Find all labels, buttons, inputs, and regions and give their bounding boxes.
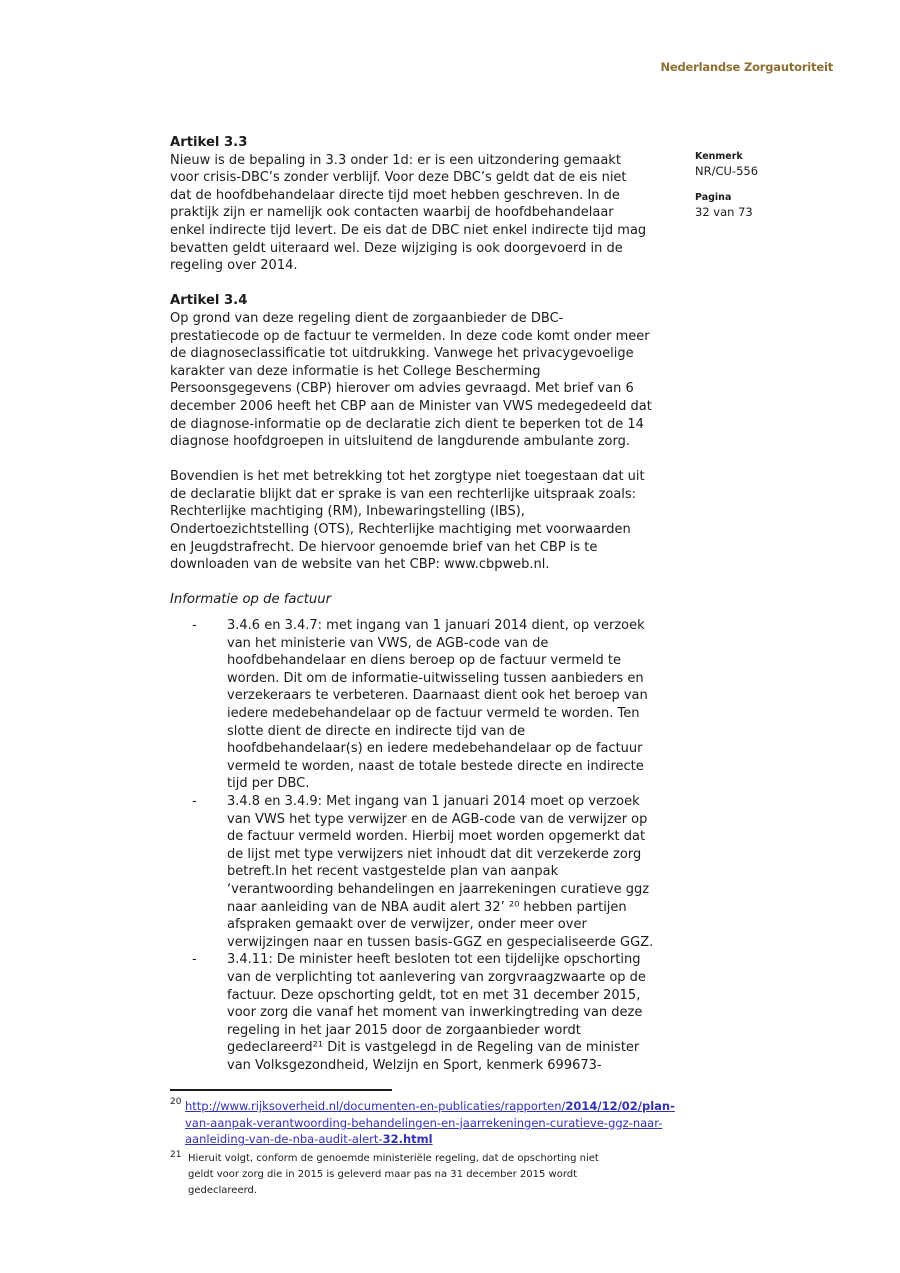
- list-item: [170, 617, 715, 793]
- text-line: tijd per DBC.: [227, 776, 310, 792]
- footnote-21: [170, 1151, 730, 1199]
- text-line: Ondertoezichtstelling (OTS), Rechterlijke machtiging met voorwaarden: [170, 522, 631, 538]
- footnote-21-text-line: gedeclareerd.: [188, 1185, 258, 1197]
- text-line: de factuur vermeld worden. Hierbij moet worden opgemerkt dat: [227, 829, 646, 845]
- paragraph-gap: [170, 574, 715, 592]
- footnote-21-text-line: geldt voor zorg die in 2015 is geleverd maar pas na 31 december 2015 wordt: [188, 1169, 578, 1181]
- text-line: voor zorg die vanaf het moment van inwerkingtreding van deze: [227, 1005, 643, 1021]
- text-line: de diagnoseclassificatie tot uitdrukking. Vanwege het privacygevoelige: [170, 346, 634, 362]
- informatie-bullet-list: [170, 617, 715, 1074]
- text-line: 3.4.11: De minister heeft besloten tot een tijdelijke opschorting: [227, 952, 641, 968]
- bullet-marker: -: [192, 618, 197, 634]
- footnote-21-text: [170, 1151, 730, 1199]
- footnote-20-link-line[interactable]: [185, 1115, 730, 1132]
- text-line: praktijk zijn er namelijk ook contacten waarbij de hoofdbehandelaar: [170, 205, 614, 221]
- paragraph-gap: [170, 451, 715, 469]
- artikel-34-paragraph: [170, 310, 715, 451]
- text-line: worden. Dit om de informatie-uitwisseling tussen aanbieders en: [227, 670, 644, 686]
- text-line: downloaden van de website van het CBP: www.cbpweb.nl.: [170, 557, 550, 573]
- text-line: regeling in het jaar 2015 door de zorgaanbieder wordt: [227, 1022, 581, 1038]
- list-item: [170, 793, 715, 951]
- text-line: factuur. Deze opschorting geldt, tot en met 31 december 2015,: [227, 987, 641, 1003]
- link-text-segment: 32.html: [382, 1132, 433, 1147]
- link-text-segment: 2014/12/02/plan-: [565, 1099, 675, 1113]
- artikel-34-title: Artikel 3.4: [170, 293, 248, 309]
- bullet-marker: -: [192, 793, 197, 809]
- document-body: [170, 134, 715, 1074]
- text-line: van Volksgezondheid, Welzijn en Sport, kenmerk 699673-: [227, 1057, 602, 1073]
- text-line: december 2006 heeft het CBP aan de Minister van VWS medegedeeld dat: [170, 398, 652, 414]
- footnote-separator: [170, 1089, 392, 1091]
- text-line: betreft.In het recent vastgestelde plan van aanpak: [227, 864, 559, 880]
- link-text-segment: aanleiding-van-de-nba-audit-alert-: [185, 1132, 383, 1147]
- text-line: de lijst met type verwijzers niet inhoudt dat dit verzekerde zorg: [227, 846, 642, 862]
- text-line: iedere medebehandelaar op de factuur vermeld te worden. Ten: [227, 706, 640, 721]
- text-line: hoofdbehandelaar(s) en iedere medebehandelaar op de factuur: [227, 741, 643, 757]
- bovendien-paragraph: [170, 468, 715, 574]
- footnote-marker-21: 21: [170, 1150, 182, 1161]
- text-line: en Jeugdstrafrecht. De hiervoor genoemde brief van het CBP is te: [170, 539, 598, 555]
- text-line: regeling over 2014.: [170, 258, 298, 274]
- text-line: gedeclareerd²¹ Dit is vastgelegd in de Regeling van de minister: [227, 1040, 640, 1056]
- pagina-value: 32 van 73: [695, 205, 753, 219]
- link-text-segment: http://www.rijksoverheid.nl/documenten-en-publicaties/rapporten/: [185, 1099, 566, 1113]
- text-line: de diagnose-informatie op de declaratie zich dient te beperken tot de 14: [170, 416, 644, 432]
- kenmerk-label: Kenmerk: [695, 151, 743, 162]
- text-line: naar aanleiding van de NBA audit alert 32’ ²⁰ hebben partijen: [227, 899, 627, 915]
- artikel-33-paragraph: [170, 152, 715, 275]
- text-line: voor crisis-DBC’s zonder verblijf. Voor deze DBC’s geldt dat de eis niet: [170, 170, 627, 186]
- kenmerk-value: NR/CU-556: [695, 164, 759, 178]
- text-line: enkel indirecte tijd levert. De eis dat de DBC niet enkel indirecte tijd mag: [170, 222, 647, 238]
- text-line: Nieuw is de bepaling in 3.3 onder 1d: er is een uitzondering gemaakt: [170, 152, 621, 168]
- paragraph-gap: [170, 609, 715, 617]
- link-text-segment: van-aanpak-verantwoording-behandelingen-en-jaarrekeningen-curatieve-ggz-naar-: [185, 1115, 663, 1130]
- text-line: de declaratie blijkt dat er sprake is van een rechterlijke uitspraak zoals:: [170, 486, 637, 502]
- text-line: vermeld te worden, naast de totale bestede directe en indirecte: [227, 758, 644, 774]
- pagina-label: Pagina: [695, 192, 732, 203]
- text-line: 3.4.8 en 3.4.9: Met ingang van 1 januari 2014 moet op verzoek: [227, 793, 640, 809]
- text-line: verzekeraars te verbeteren. Daarnaast dient ook het beroep van: [227, 688, 648, 704]
- text-line: Rechterlijke machtiging (RM), Inbewaringstelling (IBS),: [170, 504, 525, 520]
- text-line: van de verplichting tot aanlevering van zorgvraagzwaarte op de: [227, 969, 646, 985]
- text-line: bevatten geldt uiteraard wel. Deze wijziging is ook doorgevoerd in de: [170, 240, 623, 256]
- footnote-20-link-line[interactable]: [185, 1098, 730, 1115]
- informatie-heading: Informatie op de factuur: [170, 592, 332, 608]
- footnotes-area: [170, 1089, 730, 1199]
- text-line: Op grond van deze regeling dient de zorgaanbieder de DBC-: [170, 310, 564, 326]
- text-line: ‘verantwoording behandelingen en jaarrekeningen curatieve ggz: [227, 881, 650, 897]
- text-line: 3.4.6 en 3.4.7: met ingang van 1 januari 2014 dient, op verzoek: [227, 618, 645, 634]
- artikel-33-title: Artikel 3.3: [170, 135, 248, 150]
- text-line: Persoonsgegevens (CBP) hierover om advies gevraagd. Met brief van 6: [170, 381, 634, 397]
- text-line: verwijzingen naar en tussen basis-GGZ en gespecialiseerde GGZ.: [227, 934, 654, 950]
- list-item: [170, 951, 715, 1074]
- text-line: diagnose hoofdgroepen in uitsluitend de langdurende ambulante zorg.: [170, 434, 630, 450]
- bullet-marker: -: [192, 952, 197, 968]
- text-line: dat de hoofdbehandelaar directe tijd moet hebben geschreven. In de: [170, 187, 620, 203]
- paragraph-gap: [170, 275, 715, 293]
- organization-header: Nederlandse Zorgautoriteit: [660, 60, 833, 74]
- text-line: karakter van deze informatie is het College Bescherming: [170, 363, 541, 379]
- text-line: slotte dient de directe en indirecte tijd van de: [227, 723, 526, 739]
- text-line: prestatiecode op de factuur te vermelden. In deze code komt onder meer: [170, 328, 650, 344]
- text-line: Bovendien is het met betrekking tot het zorgtype niet toegestaan dat uit: [170, 469, 645, 485]
- text-line: van het ministerie van VWS, de AGB-code van de: [227, 635, 549, 651]
- footnote-20-link[interactable]: [170, 1098, 730, 1148]
- text-line: hoofdbehandelaar en diens beroep op de factuur vermeld te: [227, 653, 621, 669]
- text-line: afspraken gemaakt over de verwijzer, onder meer over: [227, 917, 587, 933]
- footnote-marker-20: 20: [170, 1097, 182, 1107]
- footnote-20: [170, 1098, 730, 1148]
- text-line: van VWS het type verwijzer en de AGB-code van de verwijzer op: [227, 811, 648, 827]
- footnote-20-link-line[interactable]: [185, 1131, 730, 1148]
- footnote-21-text-line: Hieruit volgt, conform de genoemde ministeriële regeling, dat de opschorting niet: [188, 1153, 599, 1165]
